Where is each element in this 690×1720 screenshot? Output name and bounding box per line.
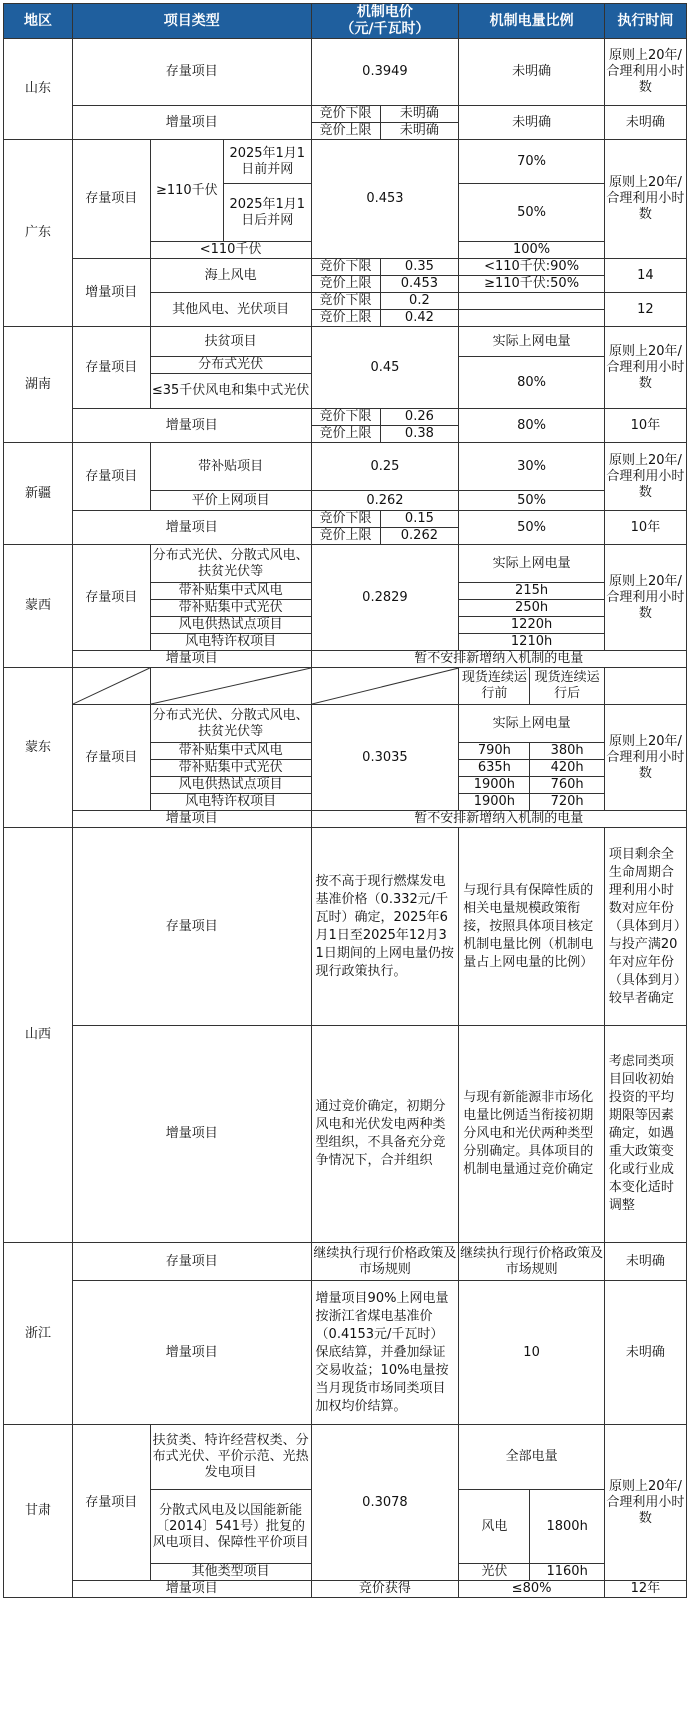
voltage-lt110: <110千伏 <box>150 242 311 259</box>
ratio-value: 70% <box>459 140 605 184</box>
mengxi-item-4: 风电供热试点项目 <box>150 617 311 634</box>
header-period: 执行时间 <box>604 4 686 39</box>
project-type: 存量项目 <box>72 545 150 651</box>
period-value: 原则上20年/合理利用小时数 <box>604 705 686 811</box>
period-value: 原则上20年/合理利用小时数 <box>604 39 686 106</box>
ratio-value: 50% <box>459 511 605 545</box>
project-type: 存量项目 <box>72 140 150 259</box>
ratio-value: 未明确 <box>459 106 605 140</box>
ratio-value: 未明确 <box>459 39 605 106</box>
bid-cap-label: 竞价上限 <box>311 310 380 327</box>
price-value: 0.3078 <box>311 1425 459 1581</box>
price-description: 增量项目90%上网电量按浙江省煤电基准价（0.4153元/千瓦时）保底结算，并叠加绿证交易收益；10%电量按当月现货市场同类项目加权均价结算。 <box>311 1281 459 1425</box>
mengdong-item-1: 分布式光伏、分散式风电、扶贫光伏等 <box>150 705 311 743</box>
bid-cap-label: 竞价上限 <box>311 276 380 293</box>
incremental-note: 暂不安排新增纳入机制的电量 <box>311 651 686 668</box>
project-type: 存量项目 <box>72 705 150 811</box>
project-type: 增量项目 <box>72 106 311 140</box>
bid-cap-value: 0.262 <box>380 528 459 545</box>
period-value: 未明确 <box>604 1281 686 1425</box>
spot-before-value: 635h <box>459 760 530 777</box>
diagonal-cell <box>72 668 150 705</box>
bid-cap-value: 0.42 <box>380 310 459 327</box>
header-price: 机制电价 （元/千瓦时） <box>311 4 459 39</box>
period-value: 12年 <box>604 1581 686 1598</box>
price-value: 0.25 <box>311 443 459 491</box>
region-xinjiang: 新疆 <box>4 443 73 545</box>
period-value: 原则上20年/合理利用小时数 <box>604 140 686 259</box>
header-region: 地区 <box>4 4 73 39</box>
spot-after-header: 现货连续运行后 <box>530 668 604 705</box>
period-description: 项目剩余全生命周期合理利用小时数对应年份（具体到月）与投产满20年对应年份（具体到月）较早者确定 <box>604 828 686 1026</box>
bid-floor-value: 0.2 <box>380 293 459 310</box>
bid-floor-label: 竞价下限 <box>311 511 380 528</box>
region-guangdong: 广东 <box>4 140 73 327</box>
ratio-value: <110千伏:90% <box>459 259 605 276</box>
ratio-description: 与现行具有保障性质的相关电量规模政策衔接，按照具体项目核定机制电量比例（机制电量占上网电量的比例） <box>459 828 605 1026</box>
ratio-value: 实际上网电量 <box>459 327 605 357</box>
project-type: 增量项目 <box>72 1281 311 1425</box>
gansu-item-2: 分散式风电及以国能新能〔2014〕541号）批复的风电项目、保障性平价项目 <box>150 1490 311 1564</box>
policy-table <box>3 3 687 1598</box>
bid-floor-label: 竞价下限 <box>311 259 380 276</box>
region-gansu: 甘肃 <box>4 1425 73 1598</box>
ratio-value: 50% <box>459 491 605 511</box>
ratio-blank <box>459 293 605 310</box>
pv-label: 光伏 <box>459 1564 530 1581</box>
mengdong-item-3: 带补贴集中式光伏 <box>150 760 311 777</box>
diagonal-cell <box>311 668 459 705</box>
project-type: 增量项目 <box>72 409 311 443</box>
bid-cap-label: 竞价上限 <box>311 528 380 545</box>
region-zhejiang: 浙江 <box>4 1243 73 1425</box>
bid-cap-label: 竞价上限 <box>311 426 380 443</box>
mengxi-item-5: 风电特许权项目 <box>150 634 311 651</box>
spot-after-value: 760h <box>530 777 604 794</box>
small-wind-pv: ≤35千伏风电和集中式光伏 <box>150 374 311 409</box>
diagonal-cell <box>150 668 311 705</box>
price-value: 0.3949 <box>311 39 459 106</box>
period-description: 考虑同类项目回收初始投资的平均期限等因素确定，如遇重大政策变化或行业成本变化适时调整 <box>604 1026 686 1243</box>
price-value: 竞价获得 <box>311 1581 459 1598</box>
ratio-value: 10 <box>459 1281 605 1425</box>
project-type: 增量项目 <box>72 1026 311 1243</box>
voltage-ge110: ≥110千伏 <box>150 140 223 242</box>
spot-after-value: 420h <box>530 760 604 777</box>
ratio-value: 250h <box>459 600 605 617</box>
incremental-note: 暂不安排新增纳入机制的电量 <box>311 811 686 828</box>
bid-floor-value: 0.15 <box>380 511 459 528</box>
bid-floor-value: 0.35 <box>380 259 459 276</box>
spot-before-value: 1900h <box>459 794 530 811</box>
period-value: 原则上20年/合理利用小时数 <box>604 545 686 651</box>
ratio-value: 实际上网电量 <box>459 545 605 583</box>
project-type: 存量项目 <box>72 443 150 511</box>
ratio-value: ≤80% <box>459 1581 605 1598</box>
period-value: 10年 <box>604 511 686 545</box>
subsidy-project: 带补贴项目 <box>150 443 311 491</box>
wind-hours: 1800h <box>530 1490 604 1564</box>
ratio-value: 80% <box>459 409 605 443</box>
bid-floor-label: 竞价下限 <box>311 293 380 310</box>
price-value: 0.45 <box>311 327 459 409</box>
ratio-value: 实际上网电量 <box>459 705 605 743</box>
project-type: 增量项目 <box>72 651 311 668</box>
grid-before-2025: 2025年1月1日前并网 <box>223 140 311 184</box>
bid-cap-value: 未明确 <box>380 123 459 140</box>
price-description: 通过竞价确定，初期分风电和光伏发电两种类型组织，不具备充分竞争情况下，合并组织 <box>311 1026 459 1243</box>
project-type: 存量项目 <box>72 828 311 1026</box>
mengdong-item-4: 风电供热试点项目 <box>150 777 311 794</box>
region-mengxi: 蒙西 <box>4 545 73 668</box>
price-value: 0.2829 <box>311 545 459 651</box>
period-value: 未明确 <box>604 1243 686 1281</box>
period-value: 12 <box>604 293 686 327</box>
ratio-value: 80% <box>459 357 605 409</box>
mengdong-item-5: 风电特许权项目 <box>150 794 311 811</box>
gansu-item-1: 扶贫类、特许经营权类、分布式光伏、平价示范、光热发电项目 <box>150 1425 311 1490</box>
header-ratio: 机制电量比例 <box>459 4 605 39</box>
price-value: 0.262 <box>311 491 459 511</box>
pv-hours: 1160h <box>530 1564 604 1581</box>
bid-cap-value: 0.453 <box>380 276 459 293</box>
spot-before-header: 现货连续运行前 <box>459 668 530 705</box>
spot-before-value: 1900h <box>459 777 530 794</box>
spot-after-value: 380h <box>530 743 604 760</box>
ratio-value: 30% <box>459 443 605 491</box>
price-description: 按不高于现行燃煤发电基准价格（0.332元/千瓦时）确定，2025年6月1日至2025年12月31日期间的上网电量仍按现行政策执行。 <box>311 828 459 1026</box>
spot-before-value: 790h <box>459 743 530 760</box>
ratio-value: 全部电量 <box>459 1425 605 1490</box>
ratio-value: 215h <box>459 583 605 600</box>
ratio-blank <box>459 310 605 327</box>
bid-floor-value: 未明确 <box>380 106 459 123</box>
project-type: 存量项目 <box>72 1425 150 1581</box>
project-type: 存量项目 <box>72 1243 311 1281</box>
poverty-project: 扶贫项目 <box>150 327 311 357</box>
wind-label: 风电 <box>459 1490 530 1564</box>
distributed-pv: 分布式光伏 <box>150 357 311 374</box>
mengxi-item-3: 带补贴集中式光伏 <box>150 600 311 617</box>
ratio-value: 1220h <box>459 617 605 634</box>
mengdong-item-2: 带补贴集中式风电 <box>150 743 311 760</box>
bid-cap-value: 0.38 <box>380 426 459 443</box>
bid-floor-label: 竞价下限 <box>311 409 380 426</box>
period-blank <box>604 668 686 705</box>
project-type: 存量项目 <box>72 327 150 409</box>
period-value: 14 <box>604 259 686 293</box>
ratio-value: ≥110千伏:50% <box>459 276 605 293</box>
period-value: 原则上20年/合理利用小时数 <box>604 327 686 409</box>
price-description: 继续执行现行价格政策及市场规则 <box>311 1243 459 1281</box>
ratio-description: 与现有新能源非市场化电量比例适当衔接初期分风电和光伏两种类型分别确定。具体项目的机制电量通过竞价确定 <box>459 1026 605 1243</box>
gansu-item-3: 其他类型项目 <box>150 1564 311 1581</box>
bid-cap-label: 竞价上限 <box>311 123 380 140</box>
project-type: 增量项目 <box>72 1581 311 1598</box>
project-type: 存量项目 <box>72 39 311 106</box>
period-value: 未明确 <box>604 106 686 140</box>
parity-project: 平价上网项目 <box>150 491 311 511</box>
period-value: 原则上20年/合理利用小时数 <box>604 443 686 511</box>
period-value: 原则上20年/合理利用小时数 <box>604 1425 686 1581</box>
project-type: 增量项目 <box>72 511 311 545</box>
region-shandong: 山东 <box>4 39 73 140</box>
bid-floor-value: 0.26 <box>380 409 459 426</box>
offshore-wind: 海上风电 <box>150 259 311 293</box>
ratio-value: 50% <box>459 184 605 242</box>
mengxi-item-1: 分布式光伏、分散式风电、扶贫光伏等 <box>150 545 311 583</box>
ratio-description: 继续执行现行价格政策及市场规则 <box>459 1243 605 1281</box>
ratio-value: 1210h <box>459 634 605 651</box>
price-value: 0.3035 <box>311 705 459 811</box>
other-wind-pv: 其他风电、光伏项目 <box>150 293 311 327</box>
price-value: 0.453 <box>311 140 459 259</box>
project-type: 增量项目 <box>72 259 150 327</box>
region-shanxi: 山西 <box>4 828 73 1243</box>
spot-after-value: 720h <box>530 794 604 811</box>
region-hunan: 湖南 <box>4 327 73 443</box>
region-mengdong: 蒙东 <box>4 668 73 828</box>
bid-floor-label: 竞价下限 <box>311 106 380 123</box>
period-value: 10年 <box>604 409 686 443</box>
project-type: 增量项目 <box>72 811 311 828</box>
header-type: 项目类型 <box>72 4 311 39</box>
mengxi-item-2: 带补贴集中式风电 <box>150 583 311 600</box>
ratio-value: 100% <box>459 242 605 259</box>
grid-after-2025: 2025年1月1日后并网 <box>223 184 311 242</box>
